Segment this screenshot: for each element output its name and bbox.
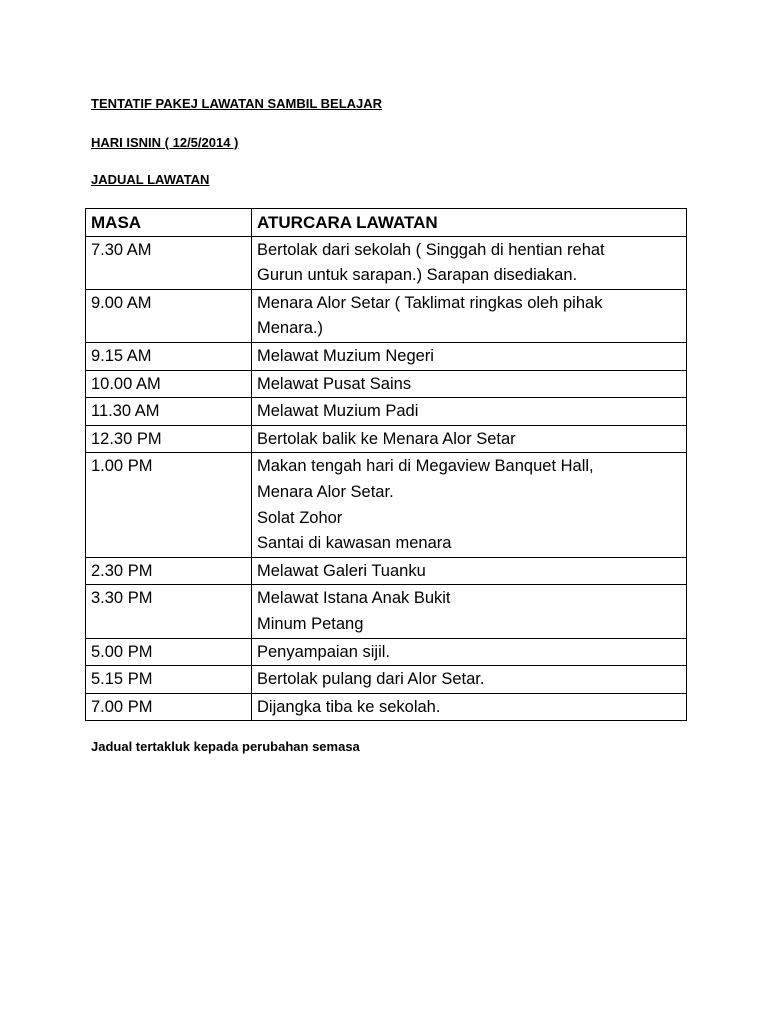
- document-title: TENTATIF PAKEJ LAWATAN SAMBIL BELAJAR: [91, 96, 383, 111]
- header-aturcara: ATURCARA LAWATAN: [252, 209, 687, 237]
- header-masa: MASA: [86, 209, 252, 237]
- activity-line: Gurun untuk sarapan.) Sarapan disediakan.: [257, 266, 578, 285]
- time-cell: 7.00 PM: [86, 693, 252, 721]
- activity-cell: [252, 289, 687, 342]
- time-cell: 11.30 AM: [86, 398, 252, 426]
- activity-line: Makan tengah hari di Megaview Banquet Hall,: [257, 457, 594, 476]
- schedule-table: [85, 208, 687, 721]
- table-row: [86, 585, 687, 638]
- activity-cell: [252, 342, 687, 370]
- table-row: [86, 638, 687, 666]
- time-cell: 9.15 AM: [86, 342, 252, 370]
- activity-cell: [252, 398, 687, 426]
- activity-line: Melawat Pusat Sains: [257, 374, 412, 393]
- schedule-heading: JADUAL LAWATAN: [91, 172, 210, 187]
- activity-line: Melawat Muzium Padi: [257, 402, 419, 421]
- activity-cell: [252, 370, 687, 398]
- activity-line: Bertolak balik ke Menara Alor Setar: [257, 429, 516, 448]
- activity-line: Melawat Muzium Negeri: [257, 346, 434, 365]
- time-cell: 7.30 AM: [86, 236, 252, 289]
- activity-line: Penyampaian sijil.: [257, 642, 390, 661]
- time-cell: 2.30 PM: [86, 557, 252, 585]
- activity-line: Melawat Galeri Tuanku: [257, 561, 426, 580]
- activity-cell: [252, 557, 687, 585]
- time-cell: 12.30 PM: [86, 425, 252, 453]
- activity-line: Solat Zohor: [257, 508, 343, 527]
- activity-line: Menara Alor Setar ( Taklimat ringkas oleh pihak: [257, 293, 603, 312]
- activity-line: Bertolak dari sekolah ( Singgah di hentian rehat: [257, 240, 605, 259]
- schedule-body: [86, 236, 687, 721]
- schedule-note: Jadual tertakluk kepada perubahan semasa: [91, 739, 360, 754]
- activity-cell: [252, 425, 687, 453]
- activity-cell: [252, 236, 687, 289]
- table-row: [86, 236, 687, 289]
- time-cell: 1.00 PM: [86, 453, 252, 557]
- table-row: [86, 666, 687, 694]
- table-row: [86, 370, 687, 398]
- activity-cell: [252, 585, 687, 638]
- activity-line: Melawat Istana Anak Bukit: [257, 589, 451, 608]
- activity-line: Bertolak pulang dari Alor Setar.: [257, 670, 485, 689]
- table-row: [86, 557, 687, 585]
- table-row: [86, 453, 687, 557]
- activity-cell: [252, 693, 687, 721]
- activity-line: Minum Petang: [257, 614, 364, 633]
- activity-cell: [252, 638, 687, 666]
- time-cell: 10.00 AM: [86, 370, 252, 398]
- activity-line: Santai di kawasan menara: [257, 534, 452, 553]
- time-cell: 3.30 PM: [86, 585, 252, 638]
- time-cell: 9.00 AM: [86, 289, 252, 342]
- table-row: [86, 289, 687, 342]
- activity-line: Dijangka tiba ke sekolah.: [257, 697, 441, 716]
- table-row: [86, 342, 687, 370]
- table-row: [86, 425, 687, 453]
- table-row: [86, 693, 687, 721]
- activity-line: Menara.): [257, 319, 324, 338]
- table-header-row: [86, 209, 687, 237]
- activity-cell: [252, 666, 687, 694]
- day-heading: HARI ISNIN ( 12/5/2014 ): [91, 135, 239, 150]
- activity-line: Menara Alor Setar.: [257, 482, 394, 501]
- table-row: [86, 398, 687, 426]
- time-cell: 5.15 PM: [86, 666, 252, 694]
- time-cell: 5.00 PM: [86, 638, 252, 666]
- activity-cell: [252, 453, 687, 557]
